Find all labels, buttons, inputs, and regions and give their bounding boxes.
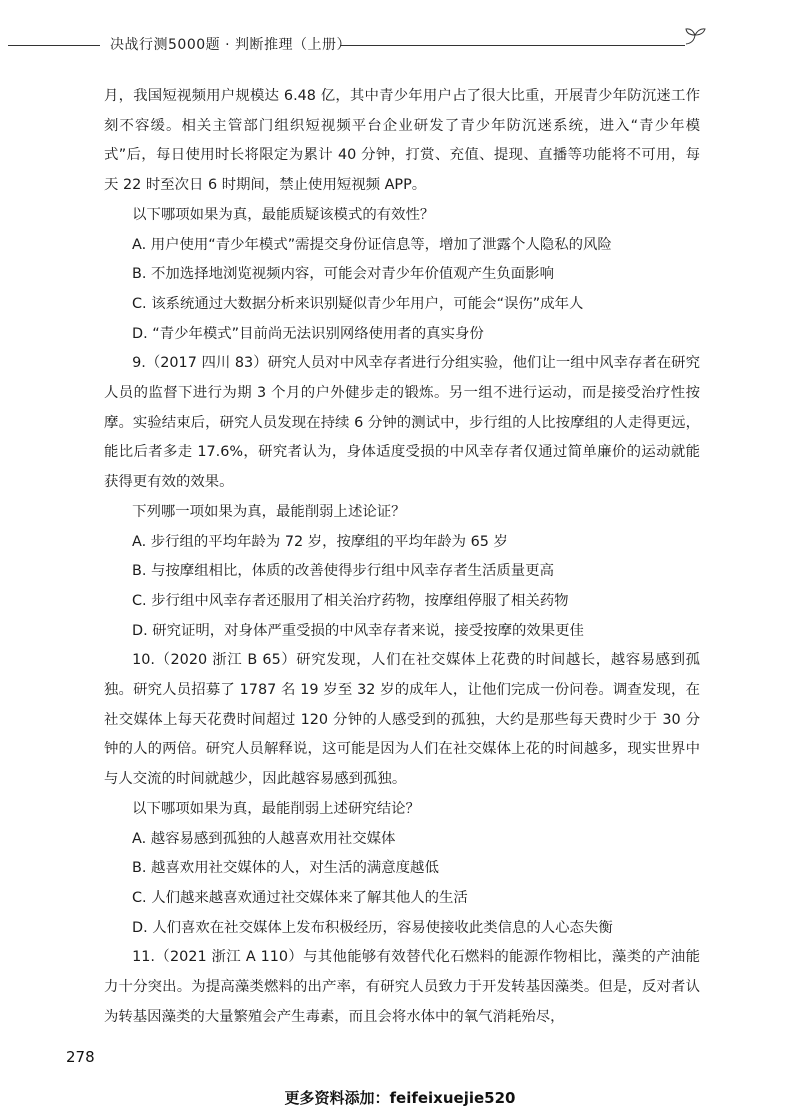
body-paragraph: 以下哪项如果为真，最能质疑该模式的有效性？: [132, 206, 435, 223]
header-title: 决战行测5000题 · 判断推理（上册）: [110, 37, 351, 53]
running-header: [0, 28, 800, 60]
sprout-icon: [681, 24, 707, 50]
body-paragraph: 月，我国短视频用户规模达 6.48 亿，其中青少年用户占了很大比重，开展青少年防沉迷工作刻不容缓。相关主管部门组织短视频平台企业研发了青少年防沉迷系统，进入“青少年模式”后，每日使用时长将限定为累计 40 分钟，打赏、充值、提现、直播等功能将不可用，每天 22 时至次日 6 时期间，禁止使用短视频 APP。: [104, 88, 700, 194]
body-paragraph: 以下哪项如果为真，最能削弱上述研究结论？: [132, 800, 420, 817]
header-rule-right: [340, 45, 685, 46]
answer-option: D. 人们喜欢在社交媒体上发布积极经历，容易使接收此类信息的人心态失衡: [132, 919, 613, 936]
answer-option: A. 步行组的平均年龄为 72 岁，按摩组的平均年龄为 65 岁: [132, 533, 508, 550]
answer-option: C. 人们越来越喜欢通过社交媒体来了解其他人的生活: [132, 889, 468, 906]
header-rule-left: [8, 45, 100, 46]
answer-option: C. 该系统通过大数据分析来识别疑似青少年用户，可能会“误伤”成年人: [132, 295, 584, 312]
answer-option: D. “青少年模式”目前尚无法识别网络使用者的真实身份: [132, 325, 484, 342]
page-body: [104, 82, 700, 1033]
body-paragraph: 10.（2020 浙江 B 65）研究发现，人们在社交媒体上花费的时间越长，越容易感到孤独。研究人员招募了 1787 名 19 岁至 32 岁的成年人，让他们完成一份问卷。调查发现，在社交媒体上每天花费时间超过 120 分钟的人感受到的孤独，大约是那些每天费时少于 30 分钟的人的两倍。研究人员解释说，这可能是因为人们在社交媒体上花的时间越多，现实世界中与人交流的时间就越少，因此越容易感到孤独。: [104, 652, 700, 788]
answer-option: B. 越喜欢用社交媒体的人，对生活的满意度越低: [132, 860, 439, 877]
answer-option: C. 步行组中风幸存者还服用了相关治疗药物，按摩组停服了相关药物: [132, 592, 569, 609]
body-paragraph: 9.（2017 四川 83）研究人员对中风幸存者进行分组实验，他们让一组中风幸存者在研究人员的监督下进行为期 3 个月的户外健步走的锻炼。另一组不进行运动，而是接受治疗性按摩。实验结束后，研究人员发现在持续 6 分钟的测试中，步行组的人比按摩组的人走得更远，能比后者多走 17.6%，研究者认为，身体适度受损的中风幸存者仅通过简单廉价的运动就能获得更有效的效果。: [104, 355, 700, 491]
body-paragraph: 11.（2021 浙江 A 110）与其他能够有效替代化石燃料的能源作物相比，藻类的产油能力十分突出。为提高藻类燃料的出产率，有研究人员致力于开发转基因藻类。但是，反对者认为转基因藻类的大量繁殖会产生毒素，而且会将水体中的氧气消耗殆尽，: [104, 949, 700, 1025]
answer-option: A. 越容易感到孤独的人越喜欢用社交媒体: [132, 830, 396, 847]
footer-note: 更多资料添加：feifeixuejie520: [284, 1089, 516, 1107]
answer-option: D. 研究证明，对身体严重受损的中风幸存者来说，接受按摩的效果更佳: [132, 622, 584, 639]
answer-option: B. 与按摩组相比，体质的改善使得步行组中风幸存者生活质量更高: [132, 563, 554, 580]
answer-option: A. 用户使用“青少年模式”需提交身份证信息等，增加了泄露个人隐私的风险: [132, 236, 612, 253]
body-paragraph: 下列哪一项如果为真，最能削弱上述论证？: [132, 503, 406, 520]
page-number: 278: [66, 1048, 95, 1066]
answer-option: B. 不加选择地浏览视频内容，可能会对青少年价值观产生负面影响: [132, 266, 554, 283]
